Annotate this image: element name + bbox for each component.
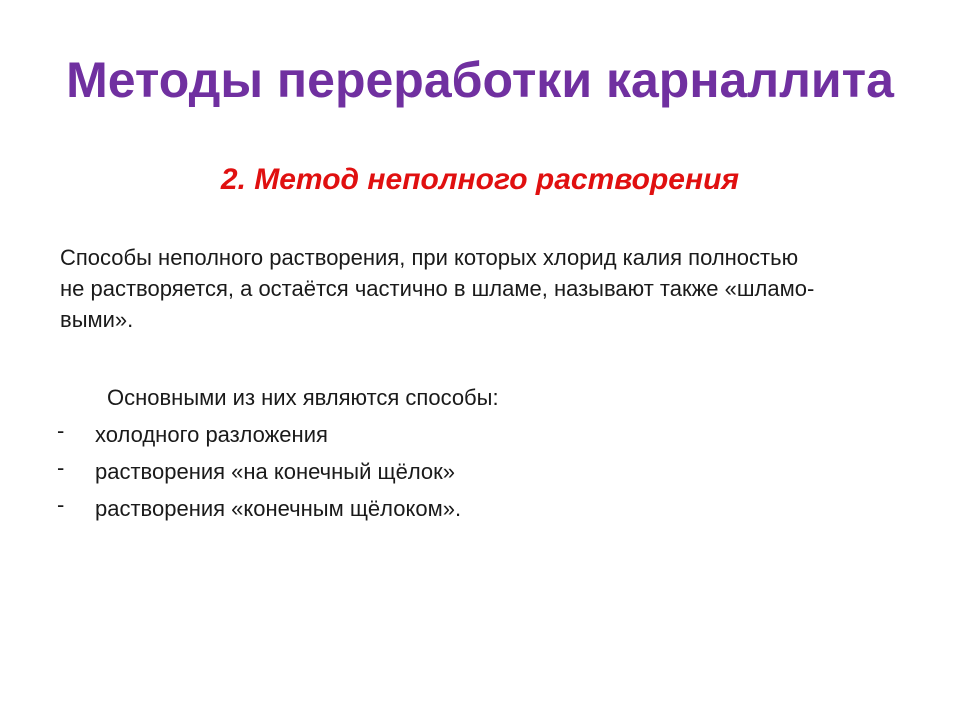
- slide-title: Методы переработки карналлита: [66, 52, 894, 108]
- dash-bullet: -: [57, 455, 65, 480]
- dash-bullet: -: [57, 492, 65, 517]
- dash-bullet: -: [57, 418, 65, 443]
- slide-subtitle: 2. Метод неполного растворения: [220, 163, 740, 196]
- methods-intro: Основными из них являются способы:: [107, 385, 499, 410]
- method-label: растворения «на конечный щёлок»: [95, 459, 455, 484]
- method-label: холодного разложения: [95, 422, 328, 447]
- method-label: растворения «конечным щёлоком».: [95, 496, 462, 521]
- paragraph-line: выми».: [60, 307, 134, 332]
- description-paragraph: [60, 242, 890, 335]
- paragraph-line: Способы неполного растворения, при которых хлорид калия полностью: [60, 245, 799, 270]
- paragraph-line: не растворяется, а остаётся частично в шламе, называют также «шламо-: [60, 276, 815, 301]
